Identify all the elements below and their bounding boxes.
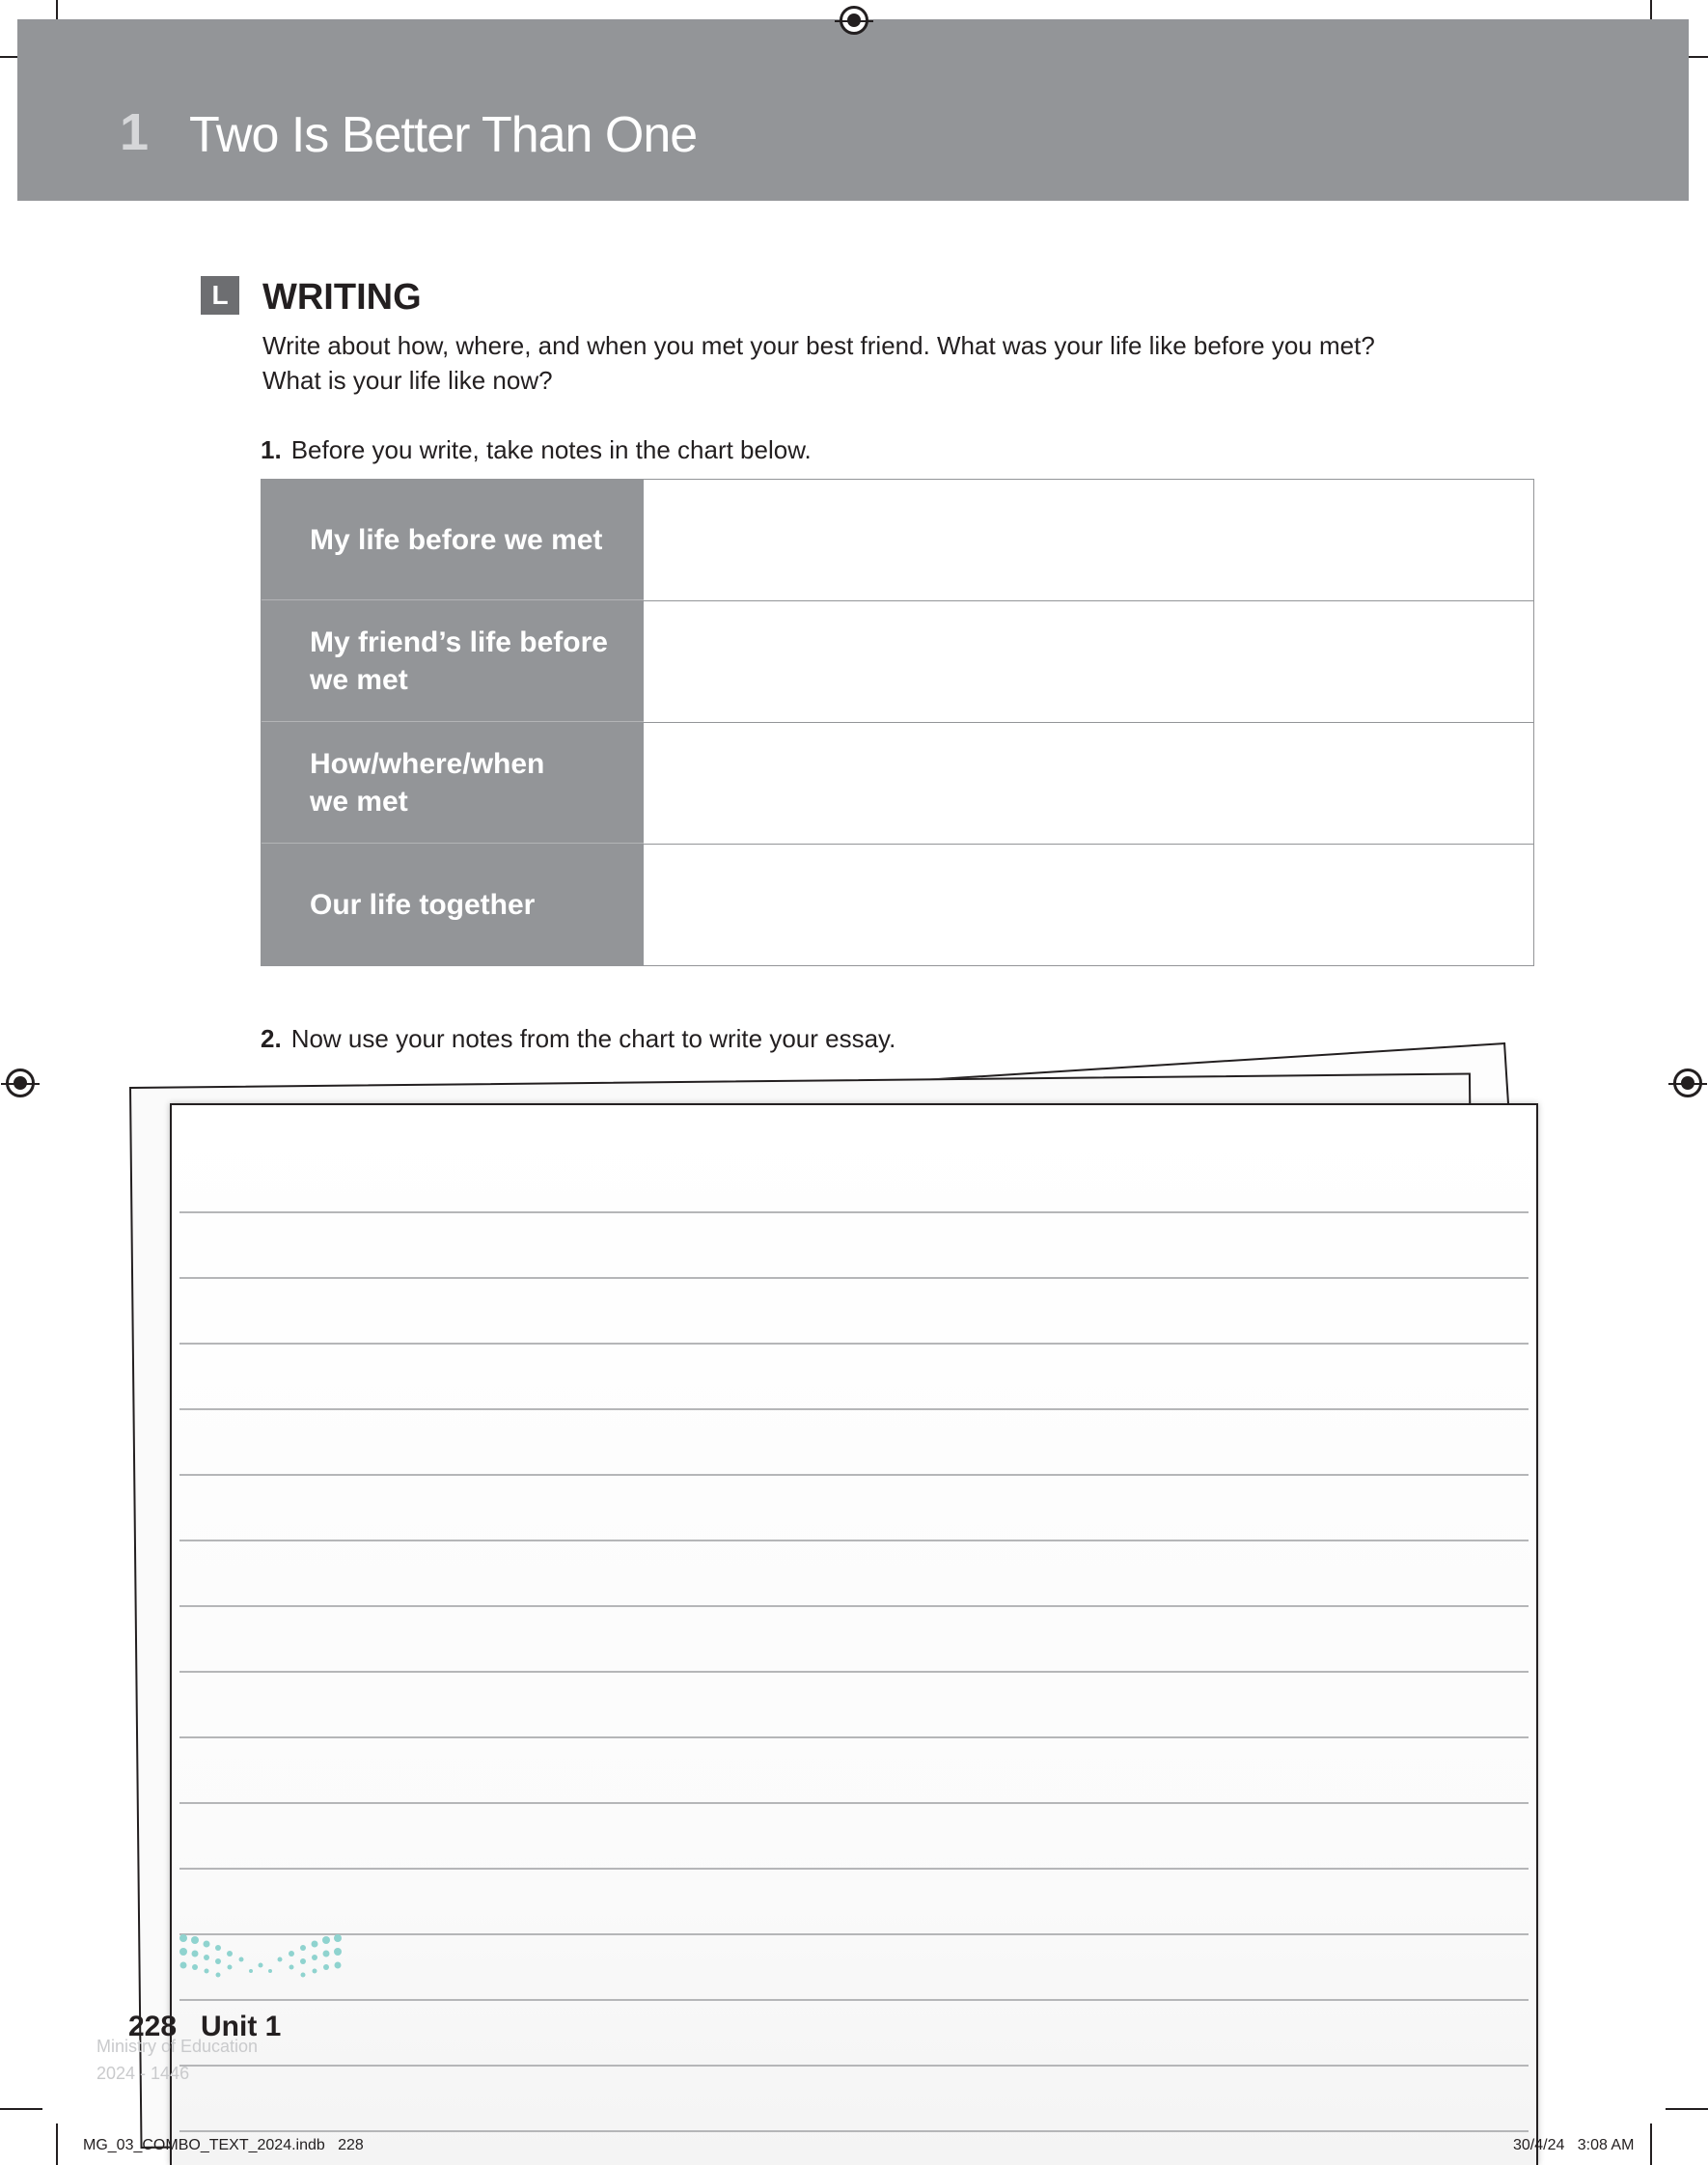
ruled-line bbox=[179, 1408, 1529, 1410]
instructions-line: What is your life like now? bbox=[262, 366, 553, 395]
ruled-line bbox=[179, 1736, 1529, 1738]
crop-mark bbox=[1666, 2108, 1708, 2110]
chart-note-cell[interactable] bbox=[644, 723, 1533, 844]
step-2 bbox=[261, 1021, 895, 1056]
page-number: 228 bbox=[128, 2011, 178, 2042]
ruled-line bbox=[179, 1802, 1529, 1804]
chart-row bbox=[262, 480, 1533, 601]
ruled-line bbox=[179, 2130, 1529, 2132]
ruled-line bbox=[179, 1211, 1529, 1213]
notes-chart bbox=[261, 479, 1534, 966]
step-number: 2. bbox=[261, 1024, 282, 1053]
ruled-line bbox=[179, 1540, 1529, 1541]
chart-row-label: My friend’s life before we met bbox=[262, 601, 644, 722]
ruled-line bbox=[179, 1933, 1529, 1935]
ruled-line bbox=[179, 1343, 1529, 1345]
unit-title: Two Is Better Than One bbox=[189, 107, 698, 163]
chart-note-cell[interactable] bbox=[644, 601, 1533, 722]
chart-note-cell[interactable] bbox=[644, 480, 1533, 600]
step-text: Now use your notes from the chart to write your essay. bbox=[290, 1024, 896, 1053]
registration-mark-icon bbox=[840, 6, 868, 35]
ruled-line bbox=[179, 1999, 1529, 2001]
unit-number: 1 bbox=[120, 103, 150, 161]
step-text: Before you write, take notes in the chart below. bbox=[290, 435, 812, 464]
chart-row-label: My life before we met bbox=[262, 480, 644, 600]
chart-row bbox=[262, 845, 1533, 965]
step-number: 1. bbox=[261, 435, 282, 464]
section-letter-badge: L bbox=[201, 276, 239, 315]
registration-mark-icon bbox=[1673, 1069, 1702, 1097]
crop-mark bbox=[0, 2108, 42, 2110]
ruled-line bbox=[179, 1671, 1529, 1673]
chart-row-label: How/where/when we met bbox=[262, 723, 644, 844]
chart-row-label: Our life together bbox=[262, 845, 644, 965]
writing-paper[interactable] bbox=[170, 1103, 1538, 2165]
ruled-line bbox=[179, 1605, 1529, 1607]
year-text: 2024 - 1446 bbox=[96, 2064, 190, 2083]
chart-row bbox=[262, 601, 1533, 723]
ruled-line bbox=[179, 2065, 1529, 2067]
section-title: WRITING bbox=[262, 277, 422, 318]
print-slug-file: MG_03_COMBO_TEXT_2024.indb 228 bbox=[83, 2137, 364, 2153]
ruled-line bbox=[179, 1277, 1529, 1279]
ruled-line bbox=[179, 1868, 1529, 1870]
print-slug-date: 30/4/24 3:08 AM bbox=[1513, 2137, 1635, 2153]
instructions bbox=[262, 328, 1517, 398]
footer-unit-label: Unit 1 bbox=[201, 2011, 282, 2042]
ministry-text: Ministry of Education bbox=[96, 2037, 259, 2056]
chart-row bbox=[262, 723, 1533, 845]
chart-note-cell[interactable] bbox=[644, 845, 1533, 965]
step-1 bbox=[261, 432, 812, 467]
registration-mark-icon bbox=[6, 1069, 35, 1097]
ruled-line bbox=[179, 1474, 1529, 1476]
crop-mark bbox=[56, 2123, 58, 2165]
ministry-logo-icon bbox=[178, 1932, 344, 1990]
instructions-line: Write about how, where, and when you met your best friend. What was your life like before you met? bbox=[262, 331, 1375, 360]
crop-mark bbox=[1650, 2123, 1652, 2165]
